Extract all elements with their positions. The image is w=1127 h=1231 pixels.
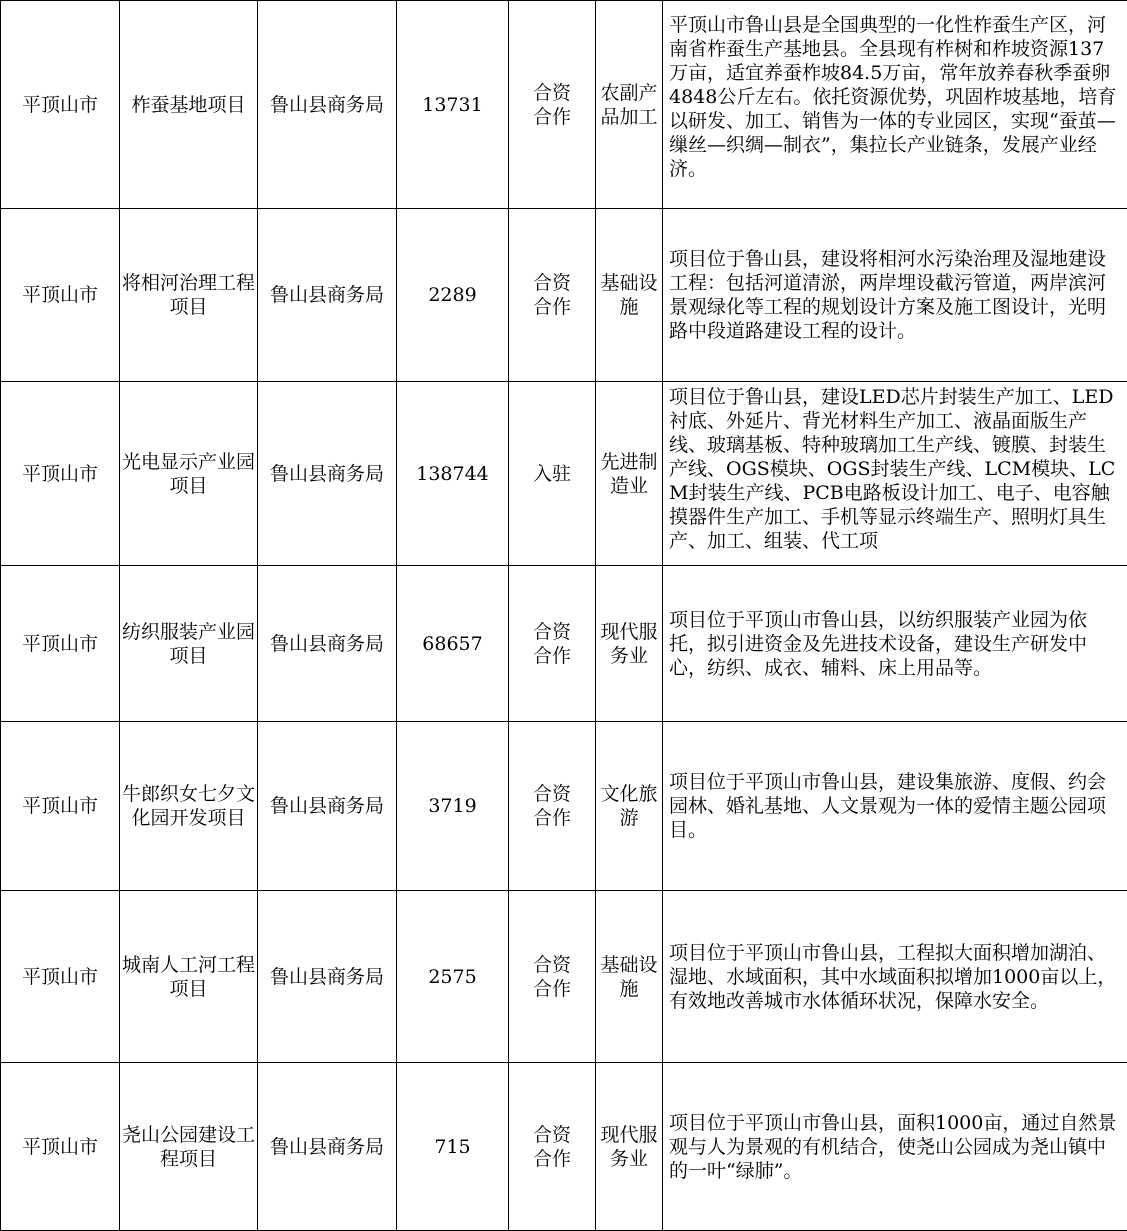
table-row xyxy=(1,1063,1127,1231)
table-row xyxy=(1,382,1127,566)
project-name-cell: 尧山公园建设工程项目 xyxy=(120,1063,258,1231)
description-cell: 项目位于平顶山市鲁山县，面积1000亩，通过自然景观与人为景观的有机结合，使尧山公园成为尧山镇中的一叶“绿肺”。 xyxy=(663,1063,1127,1231)
city-cell: 平顶山市 xyxy=(1,1063,120,1231)
city-cell: 平顶山市 xyxy=(1,891,120,1063)
unit-cell: 鲁山县商务局 xyxy=(258,722,397,891)
table-row xyxy=(1,1,1127,209)
cooperation-method-cell: 合资合作 xyxy=(509,1063,596,1231)
unit-cell: 鲁山县商务局 xyxy=(258,1063,397,1231)
project-name-cell: 柞蚕基地项目 xyxy=(120,1,258,209)
city-cell: 平顶山市 xyxy=(1,722,120,891)
industry-cell: 现代服务业 xyxy=(596,566,663,722)
cooperation-method-cell: 入驻 xyxy=(509,382,596,566)
cooperation-method-cell: 合资合作 xyxy=(509,209,596,382)
table-row xyxy=(1,891,1127,1063)
unit-cell: 鲁山县商务局 xyxy=(258,1,397,209)
amount-cell: 715 xyxy=(397,1063,509,1231)
description-cell: 项目位于平顶山市鲁山县，以纺织服装产业园为依托，拟引进资金及先进技术设备，建设生产研发中心，纺织、成衣、辅料、床上用品等。 xyxy=(663,566,1127,722)
amount-cell: 3719 xyxy=(397,722,509,891)
project-name-cell: 光电显示产业园项目 xyxy=(120,382,258,566)
description-cell: 项目位于平顶山市鲁山县，工程拟大面积增加湖泊、湿地、水域面积，其中水域面积拟增加1000亩以上，有效地改善城市水体循环状况，保障水安全。 xyxy=(663,891,1127,1063)
city-cell: 平顶山市 xyxy=(1,382,120,566)
unit-cell: 鲁山县商务局 xyxy=(258,209,397,382)
project-name-cell: 纺织服装产业园项目 xyxy=(120,566,258,722)
cooperation-method-cell: 合资合作 xyxy=(509,1,596,209)
industry-cell: 农副产品加工 xyxy=(596,1,663,209)
description-cell: 平顶山市鲁山县是全国典型的一化性柞蚕生产区，河南省柞蚕生产基地县。全县现有柞树和柞坡资源137万亩，适宜养蚕柞坡84.5万亩，常年放养春秋季蚕卵4848公斤左右。依托资源优势，巩固柞坡基地，培育以研发、加工、销售为一体的专业园区，实现“蚕茧—缫丝—织绸—制衣”，集拉长产业链条，发展产业经济。 xyxy=(663,1,1127,209)
amount-cell: 2575 xyxy=(397,891,509,1063)
amount-cell: 13731 xyxy=(397,1,509,209)
industry-cell: 文化旅游 xyxy=(596,722,663,891)
description-text: 项目位于鲁山县，建设LED芯片封装生产加工、LED衬底、外延片、背光材料生产加工、液晶面版生产线、玻璃基板、特种玻璃加工生产线、镀膜、封装生产线、OGS模块、OGS封装生产线、LCM模块、LCM封装生产线、PCB电路板设计加工、电子、电容触摸器件生产加工、手机等显示终端生产、照明灯具生产、加工、组装、代工项 xyxy=(669,386,1116,552)
cooperation-method-cell: 合资合作 xyxy=(509,891,596,1063)
project-name-cell: 牛郎织女七夕文化园开发项目 xyxy=(120,722,258,891)
city-cell: 平顶山市 xyxy=(1,566,120,722)
description-cell: 项目位于平顶山市鲁山县，建设集旅游、度假、约会园林、婚礼基地、人文景观为一体的爱情主题公园项目。 xyxy=(663,722,1127,891)
city-cell: 平顶山市 xyxy=(1,1,120,209)
industry-cell: 现代服务业 xyxy=(596,1063,663,1231)
unit-cell: 鲁山县商务局 xyxy=(258,566,397,722)
cooperation-method-cell: 合资合作 xyxy=(509,566,596,722)
table-row xyxy=(1,722,1127,891)
description-cell xyxy=(663,382,1127,566)
amount-cell: 68657 xyxy=(397,566,509,722)
table-row xyxy=(1,209,1127,382)
table-row xyxy=(1,566,1127,722)
amount-cell: 2289 xyxy=(397,209,509,382)
unit-cell: 鲁山县商务局 xyxy=(258,382,397,566)
amount-cell: 138744 xyxy=(397,382,509,566)
project-name-cell: 将相河治理工程项目 xyxy=(120,209,258,382)
industry-cell: 基础设施 xyxy=(596,209,663,382)
description-cell: 项目位于鲁山县，建设将相河水污染治理及湿地建设工程：包括河道清淤，两岸埋设截污管道，两岸滨河景观绿化等工程的规划设计方案及施工图设计，光明路中段道路建设工程的设计。 xyxy=(663,209,1127,382)
project-name-cell: 城南人工河工程项目 xyxy=(120,891,258,1063)
city-cell: 平顶山市 xyxy=(1,209,120,382)
unit-cell: 鲁山县商务局 xyxy=(258,891,397,1063)
cooperation-method-cell: 合资合作 xyxy=(509,722,596,891)
industry-cell: 基础设施 xyxy=(596,891,663,1063)
industry-cell: 先进制造业 xyxy=(596,382,663,566)
